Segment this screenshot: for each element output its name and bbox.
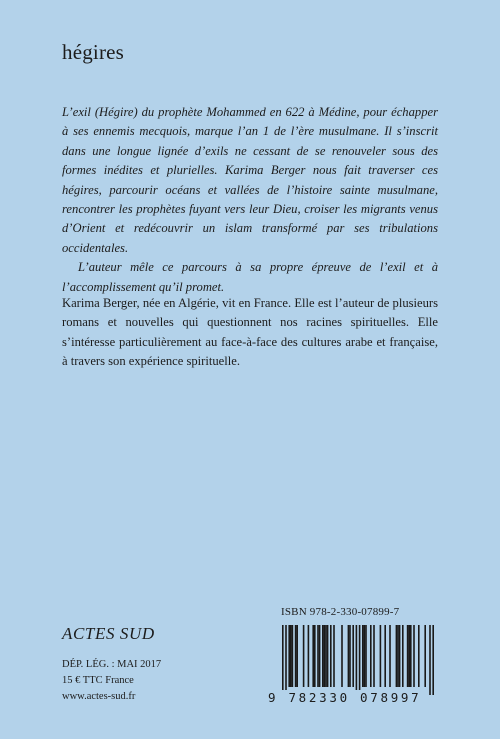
- barcode-bar: [352, 625, 354, 687]
- barcode-digits: [268, 690, 440, 705]
- barcode-bar: [327, 625, 329, 687]
- barcode-bar: [341, 625, 343, 687]
- barcode-bar: [282, 625, 284, 695]
- barcode-bar: [364, 625, 366, 687]
- barcode-bar: [429, 625, 431, 695]
- barcode-bar: [384, 625, 386, 687]
- barcode-bar: [303, 625, 305, 687]
- barcode-bar: [312, 625, 314, 687]
- publisher-name: ACTES SUD: [62, 624, 155, 643]
- blurb-paragraph-2: L’auteur mêle ce parcours à sa propre épreuve de l’exil et à l’accomplissement qu’il promet.: [62, 260, 438, 294]
- barcode-bar: [365, 625, 367, 687]
- barcode-bar: [288, 625, 290, 687]
- barcode-bar: [308, 625, 310, 687]
- barcode-bar: [424, 625, 426, 687]
- barcode-bar: [389, 625, 391, 687]
- isbn-label: ISBN 978-2-330-07899-7: [281, 606, 400, 618]
- barcode-bar: [399, 625, 401, 687]
- barcode-bar: [402, 625, 404, 687]
- barcode-bar: [324, 625, 326, 687]
- barcode-bar: [370, 625, 372, 687]
- barcode-bar: [295, 625, 297, 687]
- book-title: hégires: [62, 40, 125, 64]
- barcode-bar: [373, 625, 375, 687]
- author-bio: [62, 294, 438, 372]
- barcode-bar: [397, 625, 399, 687]
- barcode-digits-text: 9 782330 078997: [268, 690, 422, 705]
- barcode-bar: [408, 625, 410, 687]
- barcode-bar: [396, 625, 398, 687]
- barcode-bar: [322, 625, 324, 687]
- barcode-bar: [348, 625, 350, 687]
- barcode-bar: [285, 625, 287, 695]
- barcode-bar: [319, 625, 321, 687]
- barcode-bar: [432, 625, 434, 695]
- blurb-paragraph-1: L’exil (Hégire) du prophète Mohammed en 622 à Médine, pour échapper à ses ennemis mecquois, marque l’an 1 de l’ère musulmane. Il s’inscrit dans une longue lignée d’exils ne cessant de se renouveler sous des formes inédites et plurielles. Karima Berger nous fait traverser ces hégires, parcourir océans et vallées de l’histoire sainte musulmane, rencontrer les prophètes fuyant vers leur Dieu, croiser les migrants venus d’Orient et redécouvrir un islam transformé par ses tribulations occidentales.: [62, 105, 438, 255]
- barcode-bar: [407, 625, 409, 687]
- legal-info: [62, 657, 161, 705]
- barcode-bar: [380, 625, 382, 687]
- barcode-bar: [296, 625, 298, 687]
- barcode-bar: [359, 625, 361, 695]
- author-bio-text: Karima Berger, née en Algérie, vit en France. Elle est l’auteur de plusieurs romans et nouvelles qui questionnent nos racines spirituelles. Elle s’intéresse particulièrement au face-à-face des cultures arabe et française, à travers son expérience spirituelle.: [62, 296, 438, 369]
- publisher-website: www.actes-sud.fr: [62, 691, 136, 702]
- barcode-bar: [325, 625, 327, 687]
- barcode-bar: [292, 625, 294, 687]
- barcode-bar: [410, 625, 412, 687]
- barcode-bar: [330, 625, 332, 687]
- price: 15 € TTC France: [62, 675, 134, 686]
- barcode-bars: [268, 625, 440, 695]
- barcode-bar: [290, 625, 292, 687]
- barcode-bar: [333, 625, 335, 687]
- barcode-bar: [349, 625, 351, 687]
- back-cover-blurb: [62, 103, 438, 297]
- barcode-bar: [413, 625, 415, 687]
- barcode-bar: [362, 625, 364, 687]
- barcode-bar: [356, 625, 358, 695]
- barcode-bar: [314, 625, 316, 687]
- legal-deposit: DÉP. LÉG. : MAI 2017: [62, 659, 162, 670]
- barcode-bar: [418, 625, 420, 687]
- barcode-bar: [317, 625, 319, 687]
